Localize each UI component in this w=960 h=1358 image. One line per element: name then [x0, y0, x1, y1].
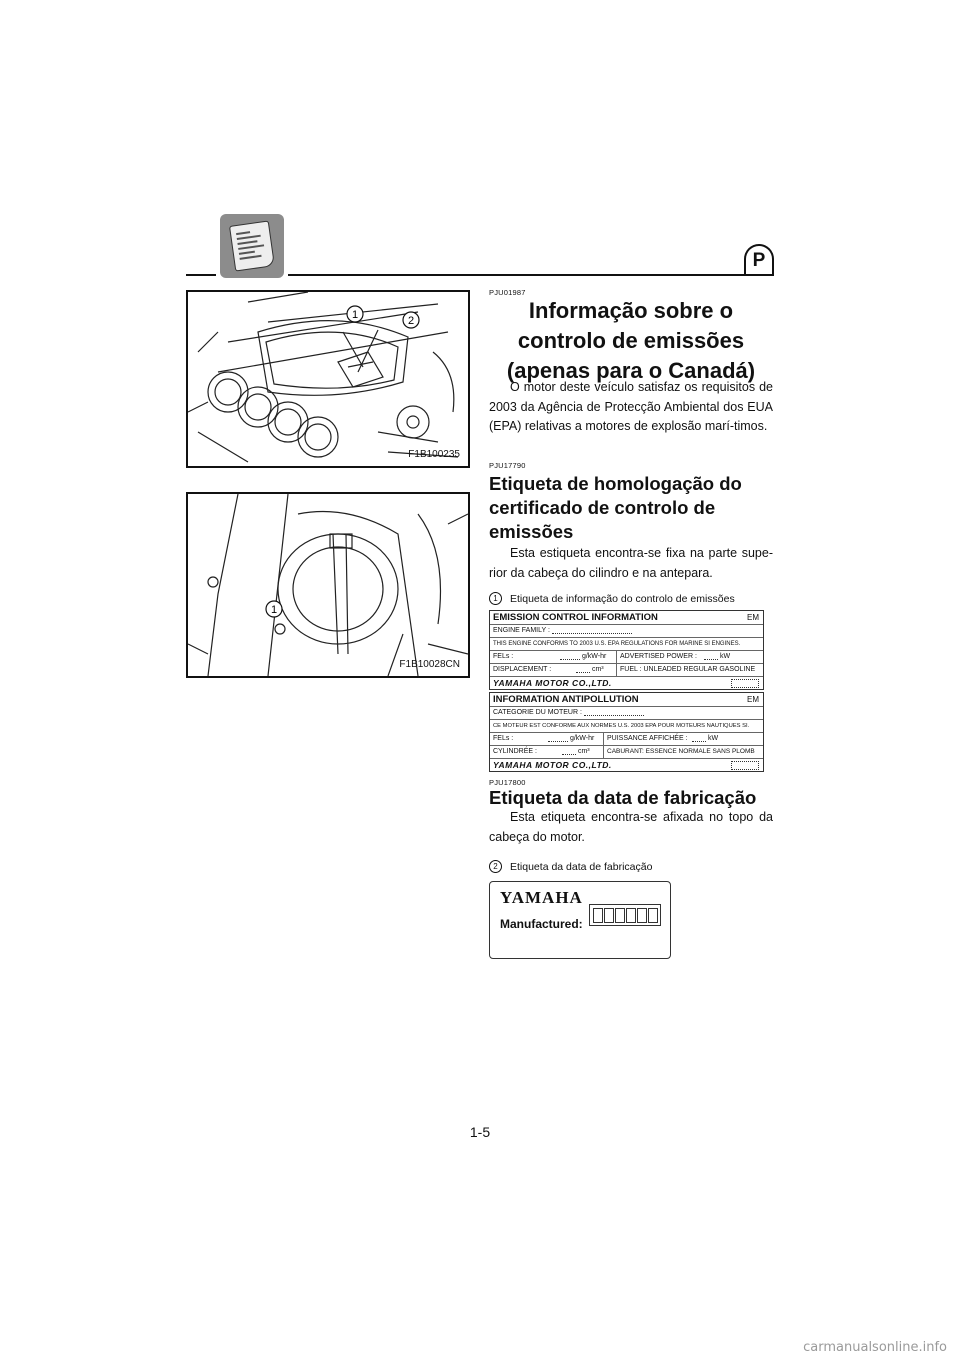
- manual-document-icon: [220, 214, 284, 278]
- label-fel: FELs :: [493, 653, 514, 660]
- section-body-3: Esta etiqueta encontra-se afixada no topo da cabeça do motor.: [489, 810, 773, 844]
- manufacture-date-label: [489, 881, 671, 959]
- header-rule-right: [288, 274, 774, 276]
- label-power: ADVERTISED POWER :: [620, 653, 697, 660]
- label-fr-em: EM: [747, 695, 759, 704]
- section-code-3: PJU17800: [489, 778, 526, 787]
- engine-figure-top: [186, 290, 470, 468]
- emission-label-en: [489, 610, 764, 690]
- caption-1: [489, 592, 735, 605]
- label-fr-displacement: CYLINDRÉE :: [493, 748, 537, 755]
- section-body: O motor deste veículo satisfaz os requisitos de 2003 da Agência de Protecção Ambiental dos EUA (EPA) relativas a motores de explosão marí-timos.: [489, 380, 773, 433]
- label-power-unit: kW: [719, 653, 731, 660]
- figure-code: F1B100235: [408, 449, 460, 460]
- callout-1b: 1: [270, 604, 278, 616]
- figure-code-2: F1B10028CN: [399, 659, 460, 670]
- caption-num-2: 2: [489, 860, 502, 873]
- label-fr-maker: YAMAHA MOTOR CO.,LTD.: [493, 760, 612, 770]
- engine-figure-bottom: [186, 492, 470, 678]
- watermark: carmanualsonline.info: [803, 1340, 947, 1355]
- caption-num: 1: [489, 592, 502, 605]
- label-fr-power: PUISSANCE AFFICHÉE :: [607, 735, 688, 742]
- label-fr-disp-unit: cm³: [577, 748, 590, 755]
- label-fr-fuel: CABURANT: ESSENCE NORMALE SANS PLOMB: [607, 748, 755, 755]
- label-fel-unit: g/kW-hr: [581, 653, 607, 660]
- label-em: EM: [747, 613, 759, 622]
- label-displacement: DISPLACEMENT :: [493, 666, 552, 673]
- callout-1: 1: [351, 309, 359, 321]
- caption-text-2: Etiqueta da data de fabricação: [510, 860, 653, 873]
- label-maker: YAMAHA MOTOR CO.,LTD.: [493, 678, 612, 688]
- section-title: Informação sobre o controlo de emissões (apenas para o Canadá): [506, 298, 756, 383]
- page-number: 1-5: [469, 1124, 491, 1140]
- date-boxes: [589, 904, 661, 926]
- label-fr-fel: FELs :: [493, 735, 514, 742]
- caption-text: Etiqueta de informação do controlo de emissões: [510, 592, 735, 605]
- label-conform: THIS ENGINE CONFORMS TO 2003 U.S. EPA REGULATIONS FOR MARINE SI ENGINES.: [493, 641, 741, 647]
- label-fuel: FUEL : UNLEADED REGULAR GASOLINE: [620, 666, 756, 673]
- caption-2: [489, 860, 652, 873]
- label-fr-conform: CE MOTEUR EST CONFORME AUX NORMES U.S. 2003 EPA POUR MOTEURS NAUTIQUES SI.: [493, 723, 750, 729]
- emission-label-fr: [489, 692, 764, 772]
- label-fr-power-unit: kW: [707, 735, 719, 742]
- label-title: EMISSION CONTROL INFORMATION: [493, 612, 658, 623]
- language-badge: P: [744, 244, 774, 274]
- section-code-2: PJU17790: [489, 461, 526, 470]
- section-body-2: Esta estiqueta encontra-se fixa na parte supe-rior da cabeça do cilindro e na antepara.: [489, 546, 773, 580]
- label-fr-title: INFORMATION ANTIPOLLUTION: [493, 694, 639, 705]
- callout-2: 2: [407, 315, 415, 327]
- header-rule-left: [186, 274, 216, 276]
- label-family: ENGINE FAMILY :: [493, 627, 550, 634]
- engine-illustration: [188, 292, 468, 466]
- label-disp-unit: cm³: [591, 666, 604, 673]
- bulkhead-illustration: [188, 494, 468, 676]
- section-title-2: Etiqueta de homologação do certificado de controlo de emissões: [489, 473, 742, 542]
- mfg-label-text: Manufactured:: [500, 917, 583, 931]
- label-fr-family: CATEGORIE DU MOTEUR :: [493, 709, 582, 716]
- section-title-3: Etiqueta da data de fabricação: [489, 787, 757, 808]
- mfg-brand: YAMAHA: [500, 888, 583, 907]
- section-code: PJU01987: [489, 288, 526, 297]
- label-fr-fel-unit: g/kW-hr: [569, 735, 595, 742]
